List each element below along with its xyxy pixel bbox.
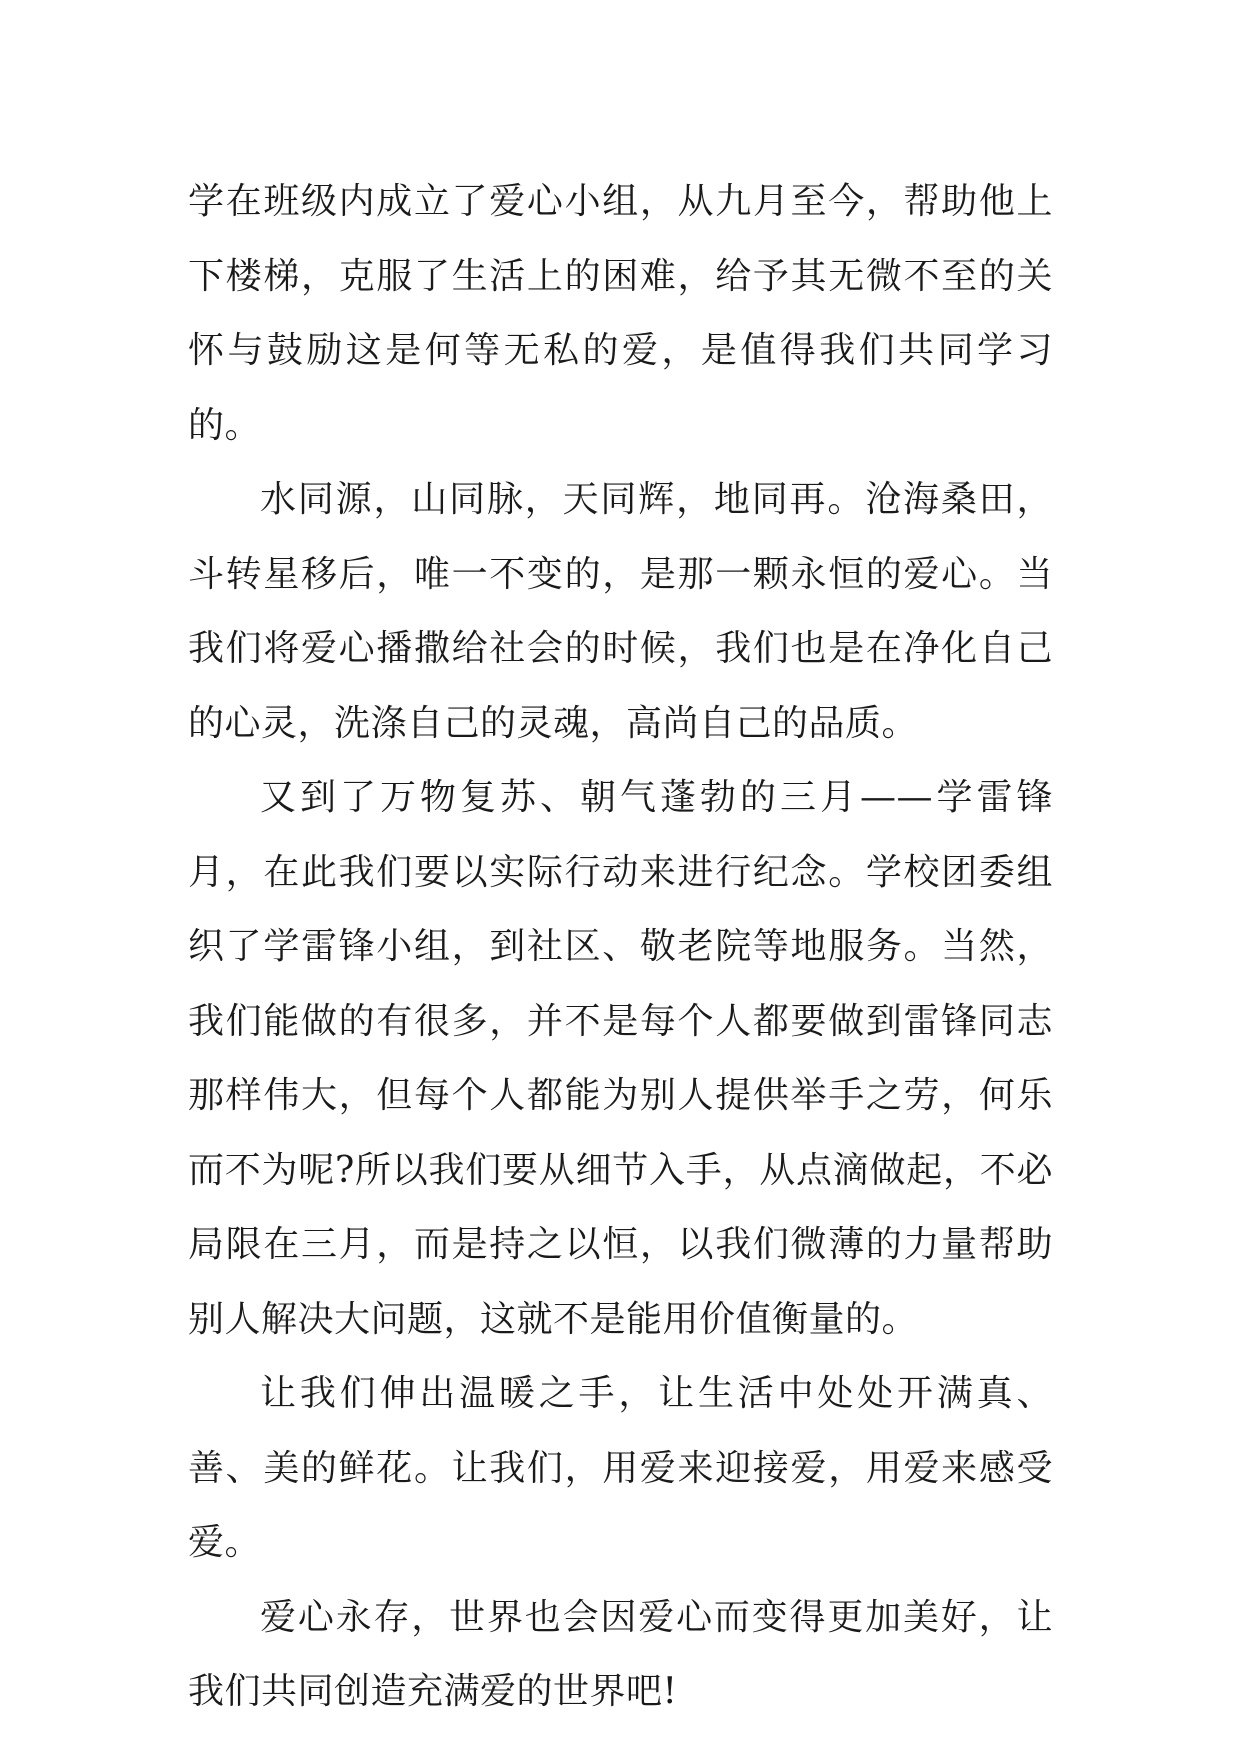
paragraph-2: 水同源，山同脉，天同辉，地同再。沧海桑田，斗转星移后，唯一不变的，是那一颗永恒的爱心。当我们将爱心播撒给社会的时候，我们也是在净化自己的心灵，洗涤自己的灵魂，高尚自己的品质。 — [188, 479, 1053, 744]
paragraph-5: 爱心永存，世界也会因爱心而变得更加美好，让我们共同创造充满爱的世界吧! — [188, 1596, 1053, 1712]
paragraph-4: 让我们伸出温暖之手，让生活中处处开满真、善、美的鲜花。让我们，用爱来迎接爱，用爱来感受爱。 — [188, 1373, 1053, 1563]
paragraph-1: 学在班级内成立了爱心小组，从九月至今，帮助他上下楼梯，克服了生活上的困难，给予其无微不至的关怀与鼓励这是何等无私的爱，是值得我们共同学习的。 — [188, 181, 1053, 446]
paragraph-3: 又到了万物复苏、朝气蓬勃的三月——学雷锋月，在此我们要以实际行动来进行纪念。学校团委组织了学雷锋小组，到社区、敬老院等地服务。当然，我们能做的有很多，并不是每个人都要做到雷锋同志那样伟大，但每个人都能为别人提供举手之劳，何乐而不为呢?所以我们要从细节入手，从点滴做起，不必局限在三月，而是持之以恒，以我们微薄的力量帮助别人解决大问题，这就不是能用价值衡量的。 — [188, 777, 1053, 1340]
document-body — [188, 165, 1053, 1730]
